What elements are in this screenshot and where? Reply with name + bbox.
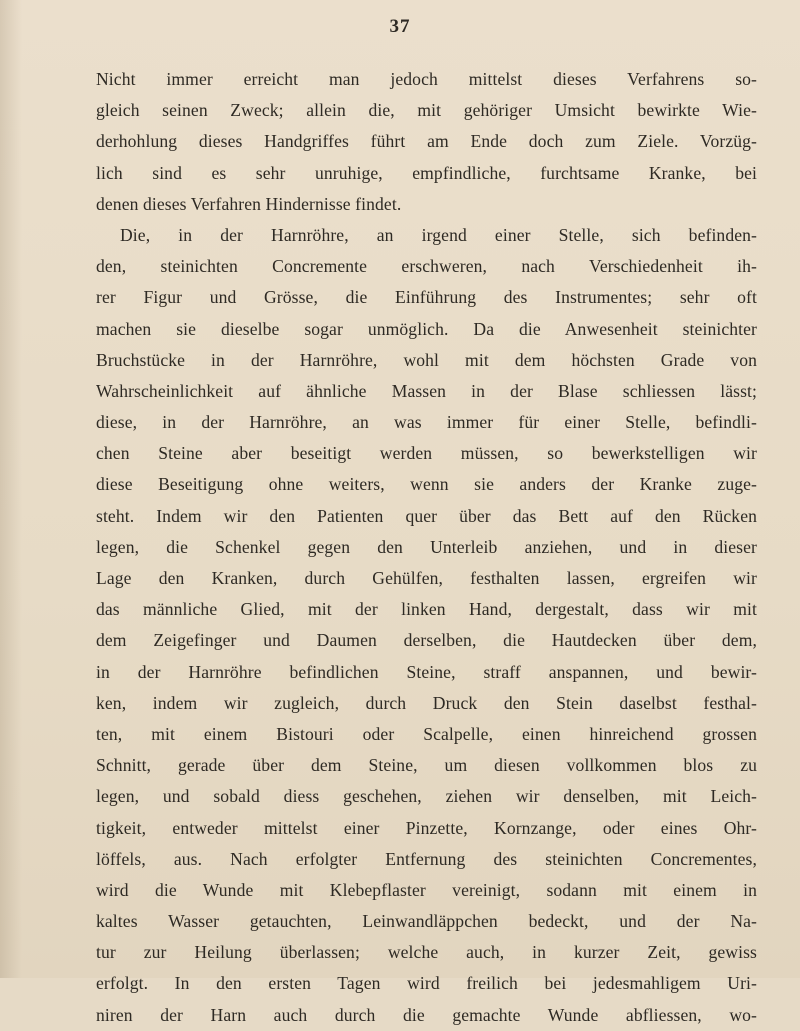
text-line: dem Zeigefinger und Daumen derselben, die Hautdecken über dem,	[96, 630, 757, 651]
text-line: das männliche Glied, mit der linken Hand, dergestalt, dass wir mit	[96, 599, 757, 620]
text-line: Wahrscheinlichkeit auf ähnliche Massen in der Blase schliessen lässt;	[96, 380, 757, 401]
text-line: gleich seinen Zweck; allein die, mit gehöriger Umsicht bewirkte Wie-	[96, 100, 757, 121]
text-line: legen, und sobald diess geschehen, ziehen wir denselben, mit Leich-	[96, 786, 757, 807]
text-line: chen Steine aber beseitigt werden müssen, so bewerkstelligen wir	[96, 443, 757, 464]
text-line: diese, in der Harnröhre, an was immer für einer Stelle, befindli-	[96, 412, 757, 433]
text-line: niren der Harn auch durch die gemachte Wunde abfliessen, wo-	[96, 1004, 757, 1025]
text-line: wird die Wunde mit Klebepflaster vereinigt, sodann mit einem in	[96, 879, 757, 900]
body-text	[96, 64, 757, 1031]
text-line: kaltes Wasser getauchten, Leinwandläppchen bedeckt, und der Na-	[96, 911, 757, 932]
page-number: 37	[389, 16, 411, 37]
text-line: machen sie dieselbe sogar unmöglich. Da die Anwesenheit steinichter	[96, 318, 757, 339]
text-line: rer Figur und Grösse, die Einführung des Instrumentes; sehr oft	[96, 287, 757, 308]
text-line: tigkeit, entweder mittelst einer Pinzette, Kornzange, oder eines Ohr-	[96, 817, 757, 838]
text-line: Schnitt, gerade über dem Steine, um diesen vollkommen blos zu	[96, 755, 757, 776]
text-line: Nicht immer erreicht man jedoch mittelst dieses Verfahrens so-	[96, 69, 757, 89]
text-line: diese Beseitigung ohne weiters, wenn sie anders der Kranke zuge-	[96, 474, 757, 495]
text-line: Lage den Kranken, durch Gehülfen, festhalten lassen, ergreifen wir	[96, 568, 757, 588]
text-line: legen, die Schenkel gegen den Unterleib anziehen, und in dieser	[96, 536, 757, 557]
text-line: den, steinichten Concremente erschweren, nach Verschiedenheit ih-	[96, 256, 757, 277]
text-line: löffels, aus. Nach erfolgter Entfernung des steinichten Concrementes,	[96, 848, 757, 869]
text-line: Bruchstücke in der Harnröhre, wohl mit dem höchsten Grade von	[96, 349, 757, 370]
text-line: denen dieses Verfahren Hindernisse findet.	[96, 193, 402, 214]
text-line: tur zur Heilung überlassen; welche auch, in kurzer Zeit, gewiss	[96, 942, 757, 963]
text-line: in der Harnröhre befindlichen Steine, straff anspannen, und bewir-	[96, 661, 757, 682]
text-line: derhohlung dieses Handgriffes führt am Ende doch zum Ziele. Vorzüg-	[96, 131, 757, 152]
text-line: steht. Indem wir den Patienten quer über das Bett auf den Rücken	[96, 505, 757, 526]
text-line: lich sind es sehr unruhige, empfindliche, furchtsame Kranke, bei	[96, 162, 757, 183]
text-line: ten, mit einem Bistouri oder Scalpelle, einen hinreichend grossen	[96, 723, 757, 744]
text-line: erfolgt. In den ersten Tagen wird freilich bei jedesmahligem Uri-	[96, 973, 757, 994]
text-line: ken, indem wir zugleich, durch Druck den Stein daselbst festhal-	[96, 692, 757, 713]
text-line: Die, in der Harnröhre, an irgend einer Stelle, sich befinden-	[120, 224, 757, 245]
